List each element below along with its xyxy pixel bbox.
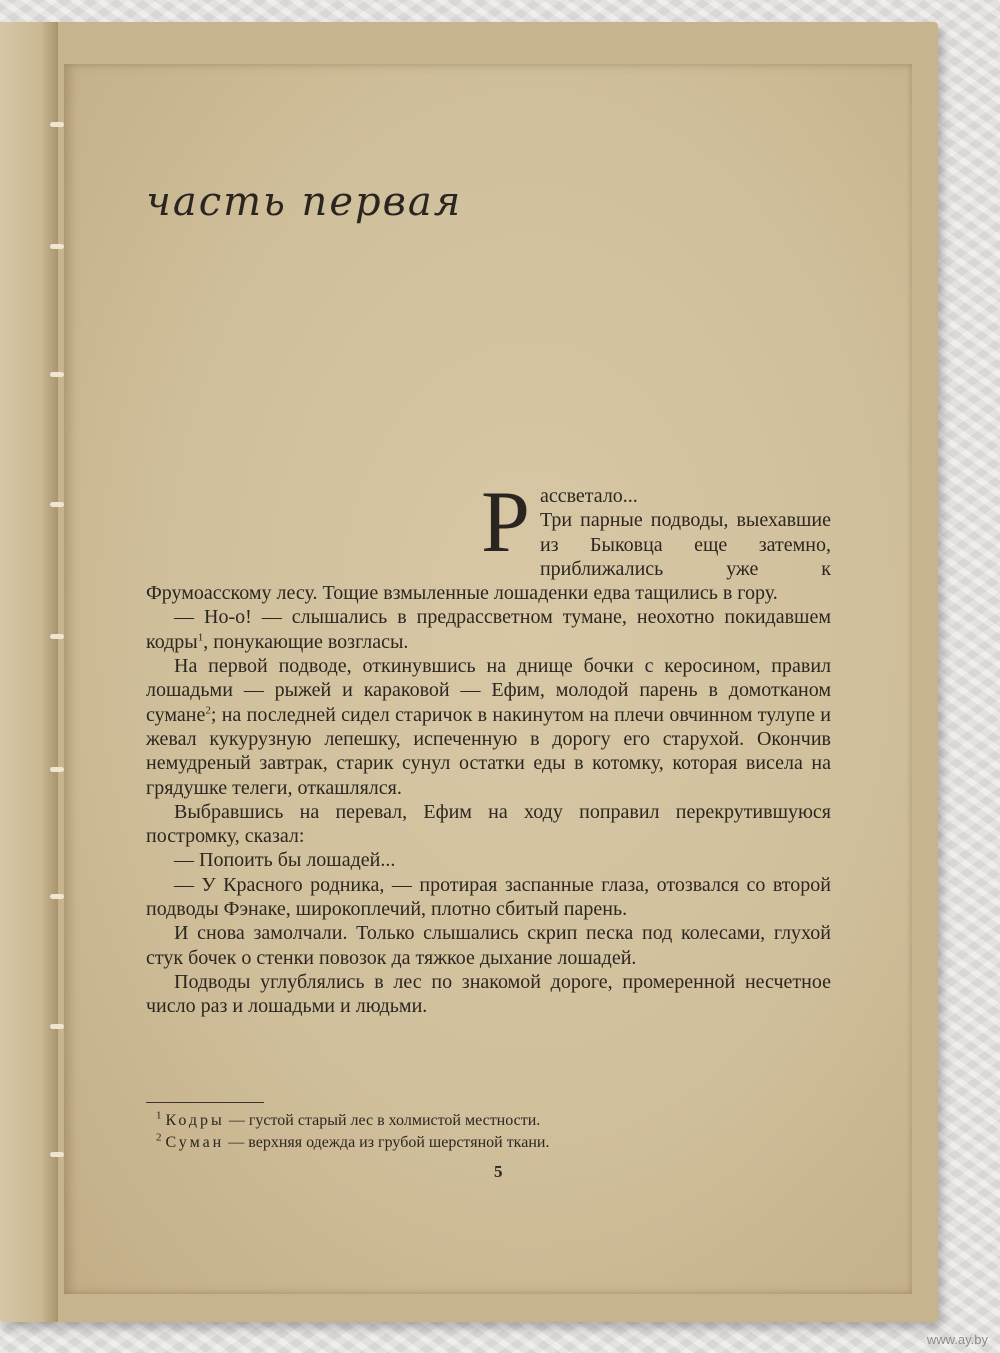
binding-stitch xyxy=(50,1152,64,1157)
paragraph: Три парные подводы, выехавшие из Быковца еще затемно, приближались уже к Фрумоасскому лесу. Тощие взмыленные лошаденки едва тащились в гору. xyxy=(146,509,831,605)
binding-stitch xyxy=(50,122,64,127)
body-text xyxy=(146,474,831,1019)
binding-stitch xyxy=(50,634,64,639)
paragraph: На первой подводе, откинувшись на днище бочки с керосином, правил лошадьми — рыжей и караковой — Ефим, молодой парень в домотканом сумане$^2$; на последней сидел старичок в накинутом на плечи овчинном тулупе и жевал кукурузную лепешку, испеченную в дорогу его старухой. Окончив немудреный завтрак, старик сунул остатки еды в котомку, которая висела на грядушке телеги, откашлялся. xyxy=(146,655,831,799)
part-heading: часть первая xyxy=(146,179,463,225)
watermark: www.ay.by xyxy=(926,1332,988,1347)
paragraph: — У Красного родника, — протирая заспанные глаза, отозвался со второй подводы Фэнаке, широкоплечий, плотно сбитый парень. xyxy=(146,873,831,921)
paragraph: — Попоить бы лошадей... xyxy=(174,849,396,872)
binding-stitch xyxy=(50,502,64,507)
footnote-divider xyxy=(146,1102,264,1103)
binding-stitch xyxy=(50,244,64,249)
paragraph: — Но-о! — слышались в предрассветном тумане, неохотно покидавшем кодры$^1$, понукающие возгласы. xyxy=(146,606,831,653)
footnote: $^1$ Кодры — густой старый лес в холмистой местности. xyxy=(156,1109,541,1129)
binding-stitch xyxy=(50,372,64,377)
footnote-ref: 2 xyxy=(205,704,211,717)
binding-stitch xyxy=(50,767,64,772)
drop-cap: Р xyxy=(481,474,530,571)
book-page xyxy=(64,64,912,1294)
book-cover xyxy=(0,22,938,1322)
paragraph: Подводы углублялись в лес по знакомой дороге, промеренной несчетное число раз и лошадьми и людьми. xyxy=(146,970,831,1018)
footnote-ref: 1 xyxy=(197,631,204,644)
footnotes xyxy=(156,1110,776,1154)
paragraph: Выбравшись на перевал, Ефим на ходу поправил перекрутившуюся постромку, сказал: xyxy=(146,800,831,848)
paragraph: И снова замолчали. Только слышались скрип песка под колесами, глухой стук бочек о стенки повозок да тяжкое дыхание лошадей. xyxy=(146,922,831,969)
binding-stitch xyxy=(50,1024,64,1029)
paragraph: ассветало... xyxy=(539,485,638,507)
binding-stitch xyxy=(50,894,64,899)
page-number: 5 xyxy=(494,1162,503,1181)
footnote: $^2$ Суман — верхняя одежда из грубой шерстяной ткани. xyxy=(156,1131,550,1151)
left-page-edge xyxy=(0,22,58,1322)
